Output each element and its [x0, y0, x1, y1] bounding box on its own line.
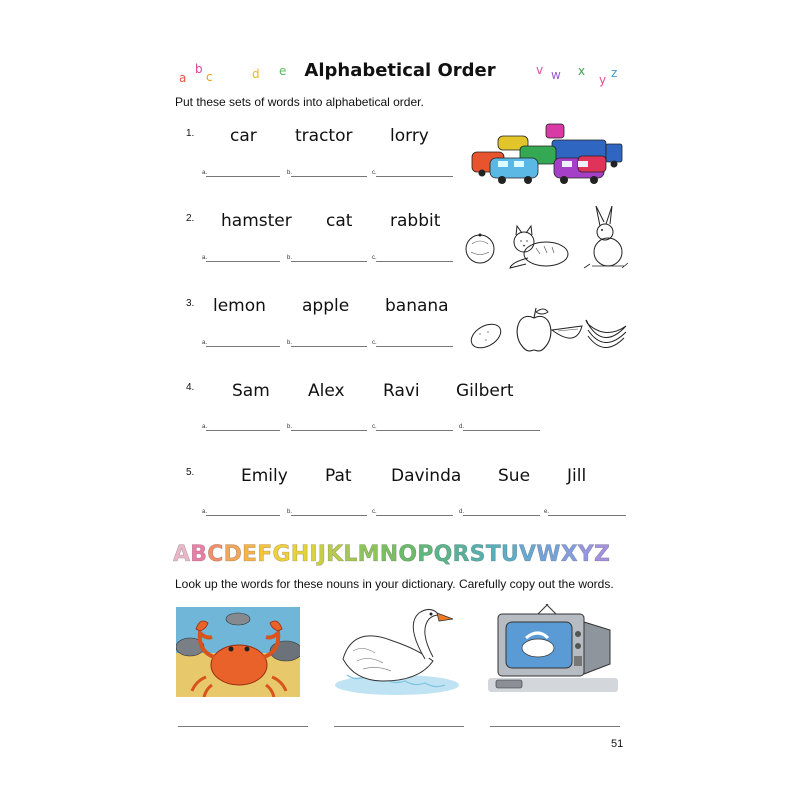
alphabet-letter: T: [485, 542, 501, 567]
alphabet-letter: B: [190, 542, 208, 567]
alphabet-letter: F: [257, 542, 273, 567]
question-number: 1.: [186, 128, 195, 139]
answer-label: c.: [372, 340, 377, 346]
deco-letter: b: [195, 62, 203, 76]
word: Jill: [567, 466, 587, 486]
page-number: 51: [611, 738, 624, 750]
answer-line[interactable]: [291, 515, 367, 516]
answer-line[interactable]: [376, 346, 453, 347]
alphabet-letter: R: [452, 542, 470, 567]
deco-letter: a: [179, 71, 187, 85]
alphabet-letter: N: [379, 542, 399, 567]
dictionary-instruction: Look up the words for these nouns in your dictionary. Carefully copy out the words.: [175, 577, 614, 591]
answer-line[interactable]: [206, 430, 280, 431]
word: Sam: [232, 381, 270, 401]
answer-label: a.: [202, 255, 208, 261]
word: banana: [385, 296, 449, 316]
answer-label: a.: [202, 340, 208, 346]
noun-answer-line[interactable]: [334, 726, 464, 727]
answer-label: b.: [287, 509, 293, 515]
vehicles-illustration: [468, 122, 628, 186]
answer-label: c.: [372, 424, 377, 430]
question-number: 3.: [186, 298, 195, 309]
deco-letter: y: [599, 73, 607, 87]
answer-line[interactable]: [376, 261, 453, 262]
answer-line[interactable]: [376, 176, 453, 177]
alphabet-letter: I: [309, 542, 318, 567]
alphabet-letter: C: [207, 542, 224, 567]
deco-letter: e: [279, 64, 287, 78]
deco-letter: c: [206, 70, 213, 84]
deco-letter: x: [578, 64, 586, 78]
television-illustration: [486, 604, 620, 696]
word: cat: [326, 211, 353, 231]
lemon-illustration: [466, 318, 506, 354]
word: Emily: [241, 466, 288, 486]
alphabet-letter: Q: [433, 542, 453, 567]
bananas-illustration: [584, 316, 628, 352]
question-number: 2.: [186, 213, 195, 224]
word: Ravi: [383, 381, 420, 401]
word: lemon: [213, 296, 266, 316]
noun-answer-line[interactable]: [178, 726, 308, 727]
answer-line[interactable]: [206, 515, 280, 516]
word: hamster: [221, 211, 292, 231]
answer-line[interactable]: [548, 515, 626, 516]
alphabet-letter: G: [272, 542, 291, 567]
word: Sue: [498, 466, 531, 486]
cat-illustration: [508, 222, 574, 272]
orange-fruit-illustration: [462, 230, 498, 266]
word: apple: [302, 296, 350, 316]
answer-label: a.: [202, 509, 208, 515]
alphabet-letter: Z: [594, 542, 611, 567]
alphabet-letter: K: [326, 542, 344, 567]
answer-label: a.: [202, 170, 208, 176]
alphabet-letter: V: [518, 542, 537, 567]
answer-label: b.: [287, 255, 293, 261]
alphabet-letter: M: [357, 542, 380, 567]
word: rabbit: [390, 211, 441, 231]
word: car: [230, 126, 257, 146]
answer-line[interactable]: [376, 430, 453, 431]
deco-letter: v: [536, 63, 544, 77]
alphabet-letter: P: [417, 542, 434, 567]
noun-answer-line[interactable]: [490, 726, 620, 727]
deco-letter: w: [551, 68, 561, 82]
word: Davinda: [391, 466, 462, 486]
answer-label: b.: [287, 170, 293, 176]
alphabet-letter: X: [560, 542, 578, 567]
answer-line[interactable]: [291, 261, 367, 262]
alphabet-letter: L: [343, 542, 358, 567]
alphabet-letter: S: [469, 542, 486, 567]
alphabet-letter: A: [173, 542, 191, 567]
word: Gilbert: [456, 381, 514, 401]
answer-label: c.: [372, 509, 377, 515]
answer-line[interactable]: [291, 176, 367, 177]
alphabet-letter: H: [290, 542, 310, 567]
page-title: Alphabetical Order: [304, 60, 496, 81]
answer-label: a.: [202, 424, 208, 430]
alphabet-letter: W: [536, 542, 561, 567]
answer-line[interactable]: [376, 515, 453, 516]
word: Alex: [308, 381, 345, 401]
answer-line[interactable]: [206, 346, 280, 347]
answer-label: c.: [372, 170, 377, 176]
alphabet-letter: E: [242, 542, 258, 567]
deco-letter: d: [252, 67, 260, 81]
answer-label: d.: [459, 424, 465, 430]
sort-instruction: Put these sets of words into alphabetical order.: [175, 95, 424, 109]
melon-slice-illustration: [550, 324, 584, 350]
answer-line[interactable]: [206, 176, 280, 177]
answer-label: c.: [372, 255, 377, 261]
alphabet-letter: U: [500, 542, 519, 567]
swan-illustration: [333, 601, 461, 697]
alphabet-letter: D: [223, 542, 243, 567]
question-number: 5.: [186, 467, 195, 478]
answer-label: b.: [287, 340, 293, 346]
word: Pat: [325, 466, 352, 486]
answer-line[interactable]: [463, 430, 540, 431]
alphabet-letter: J: [317, 542, 327, 567]
alphabet-banner: [173, 542, 610, 567]
answer-label: d.: [459, 509, 465, 515]
answer-label: b.: [287, 424, 293, 430]
alphabet-letter: Y: [577, 542, 594, 567]
question-number: 4.: [186, 382, 195, 393]
answer-line[interactable]: [463, 515, 540, 516]
answer-line[interactable]: [206, 261, 280, 262]
deco-letter: z: [611, 66, 618, 80]
answer-label: e.: [544, 509, 550, 515]
answer-line[interactable]: [291, 430, 367, 431]
word: lorry: [390, 126, 429, 146]
answer-line[interactable]: [291, 346, 367, 347]
rabbit-illustration: [578, 204, 632, 272]
word: tractor: [295, 126, 353, 146]
alphabet-letter: O: [398, 542, 418, 567]
crab-illustration: [176, 607, 300, 697]
